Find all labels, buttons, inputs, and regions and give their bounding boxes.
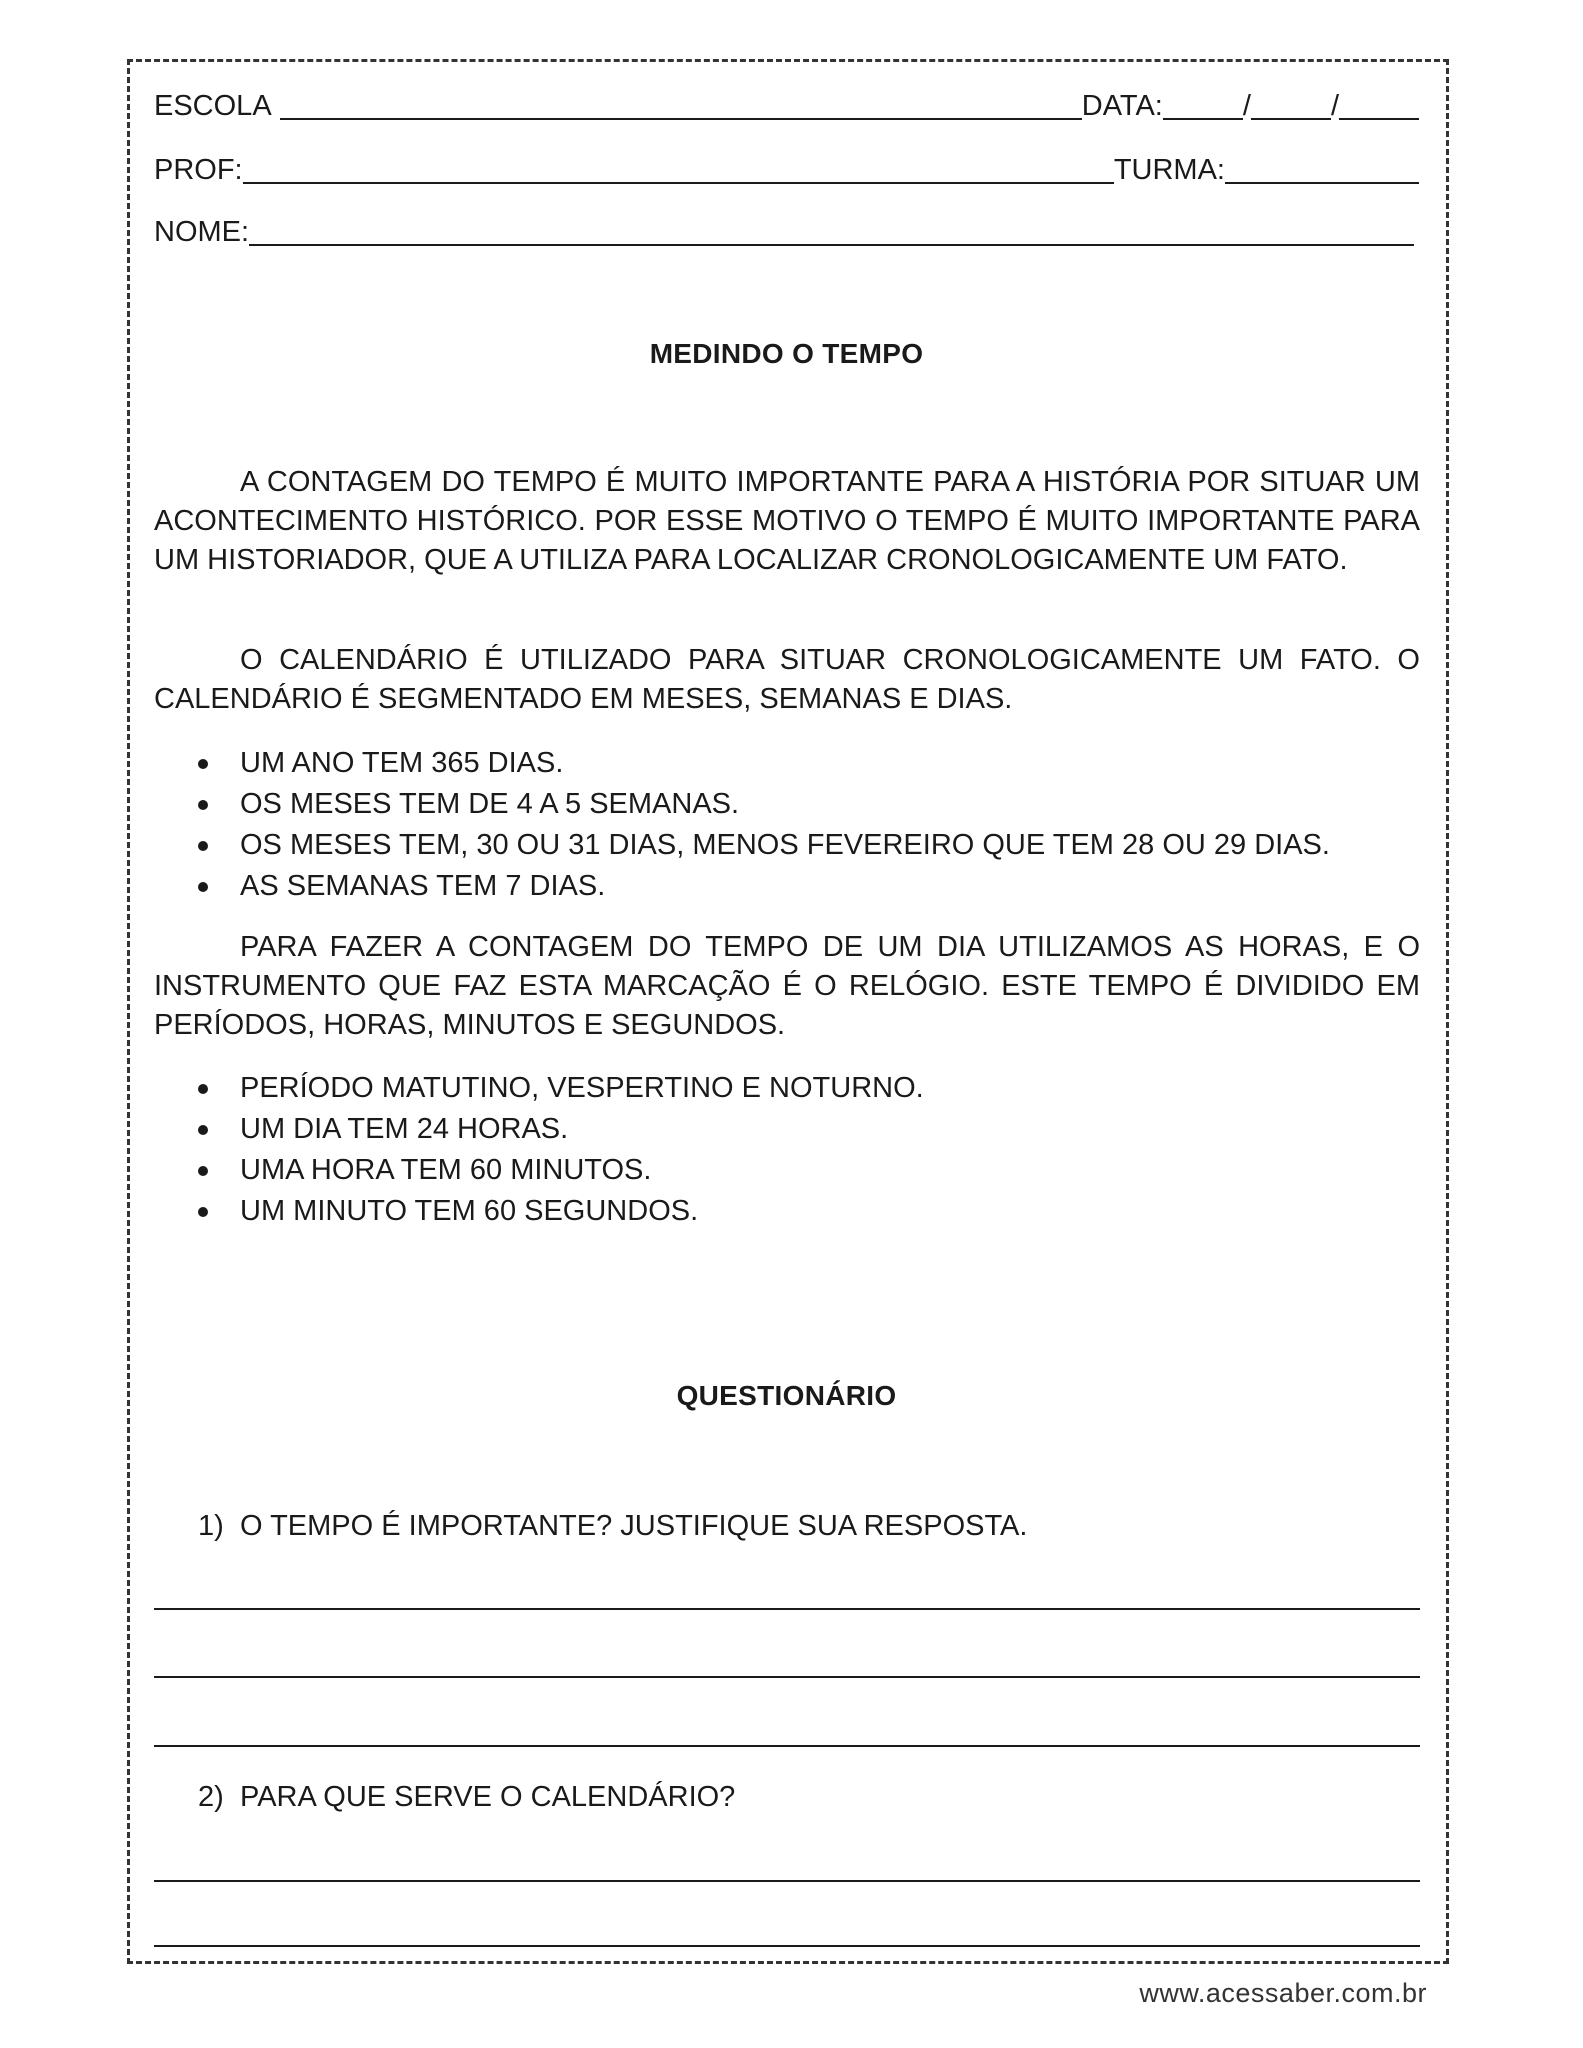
answer-line-q2-2[interactable] bbox=[154, 1945, 1420, 1947]
header-prof-row bbox=[154, 146, 1419, 186]
date-year-field[interactable] bbox=[1339, 88, 1419, 120]
question-text: O TEMPO É IMPORTANTE? JUSTIFIQUE SUA RESPOSTA. bbox=[240, 1510, 1028, 1542]
date-month-field[interactable] bbox=[1251, 88, 1331, 120]
questionnaire-title: QUESTIONÁRIO bbox=[676, 1380, 897, 1411]
header-nome-row bbox=[154, 208, 1414, 248]
list-item bbox=[154, 1150, 1420, 1191]
question-number: 2) bbox=[198, 1781, 224, 1813]
bullet-icon bbox=[198, 882, 208, 892]
list-item bbox=[154, 1068, 1420, 1109]
question-1 bbox=[198, 1508, 1027, 1544]
bullet-icon bbox=[198, 1207, 208, 1217]
list-item bbox=[154, 825, 1420, 866]
time-facts-list bbox=[154, 1068, 1420, 1232]
list-item-text: AS SEMANAS TEM 7 DIAS. bbox=[240, 870, 606, 902]
question-text: PARA QUE SERVE O CALENDÁRIO? bbox=[240, 1781, 736, 1813]
escola-field[interactable] bbox=[280, 88, 1082, 120]
date-separator: / bbox=[1242, 90, 1251, 122]
date-separator: / bbox=[1330, 90, 1339, 122]
page-title: MEDINDO O TEMPO bbox=[649, 338, 924, 369]
bullet-icon bbox=[198, 800, 208, 810]
bullet-icon bbox=[198, 759, 208, 769]
bullet-icon bbox=[198, 1166, 208, 1176]
answer-line-q1-3[interactable] bbox=[154, 1745, 1420, 1747]
list-item-text: UMA HORA TEM 60 MINUTOS. bbox=[240, 1154, 652, 1186]
list-item bbox=[154, 1191, 1420, 1232]
question-number: 1) bbox=[198, 1510, 224, 1542]
clock-paragraph: PARA FAZER A CONTAGEM DO TEMPO DE UM DIA UTILIZAMOS AS HORAS, E O INSTRUMENTO QUE FAZ ESTA MARCAÇÃO É O RELÓGIO. ESTE TEMPO É DIVIDIDO EM PERÍODOS, HORAS, MINUTOS E SEGUNDOS. bbox=[154, 931, 1420, 1041]
list-item-text: OS MESES TEM DE 4 A 5 SEMANAS. bbox=[240, 788, 740, 820]
question-2 bbox=[198, 1779, 735, 1815]
header-escola-row bbox=[154, 82, 1419, 122]
list-item-text: UM MINUTO TEM 60 SEGUNDOS. bbox=[240, 1195, 699, 1227]
data-label: DATA: bbox=[1081, 90, 1163, 122]
turma-label: TURMA: bbox=[1113, 154, 1225, 186]
intro-paragraph: A CONTAGEM DO TEMPO É MUITO IMPORTANTE PARA A HISTÓRIA POR SITUAR UM ACONTECIMENTO HISTÓRICO. POR ESSE MOTIVO O TEMPO É MUITO IMPORTANTE PARA UM HISTORIADOR, QUE A UTILIZA PARA LOCALIZAR CRONOLOGICAMENTE UM FATO. bbox=[154, 466, 1420, 576]
list-item bbox=[154, 1109, 1420, 1150]
nome-label: NOME: bbox=[154, 216, 250, 248]
answer-line-q1-1[interactable] bbox=[154, 1608, 1420, 1610]
nome-field[interactable] bbox=[249, 214, 1414, 246]
list-item bbox=[154, 784, 1420, 825]
bullet-icon bbox=[198, 1084, 208, 1094]
turma-field[interactable] bbox=[1225, 152, 1419, 184]
calendar-paragraph: O CALENDÁRIO É UTILIZADO PARA SITUAR CRONOLOGICAMENTE UM FATO. O CALENDÁRIO É SEGMENTADO EM MESES, SEMANAS E DIAS. bbox=[154, 644, 1420, 715]
list-item-text: UM DIA TEM 24 HORAS. bbox=[240, 1113, 569, 1145]
answer-line-q1-2[interactable] bbox=[154, 1676, 1420, 1678]
date-day-field[interactable] bbox=[1163, 88, 1243, 120]
list-item bbox=[154, 866, 1420, 907]
list-item-text: PERÍODO MATUTINO, VESPERTINO E NOTURNO. bbox=[240, 1072, 924, 1104]
list-item-text: OS MESES TEM, 30 OU 31 DIAS, MENOS FEVEREIRO QUE TEM 28 OU 29 DIAS. bbox=[240, 829, 1330, 861]
escola-label: ESCOLA bbox=[154, 90, 272, 122]
prof-field[interactable] bbox=[243, 152, 1114, 184]
answer-line-q2-1[interactable] bbox=[154, 1880, 1420, 1882]
prof-label: PROF: bbox=[154, 154, 243, 186]
bullet-icon bbox=[198, 1125, 208, 1135]
bullet-icon bbox=[198, 841, 208, 851]
calendar-facts-list bbox=[154, 743, 1420, 907]
list-item bbox=[154, 743, 1420, 784]
list-item-text: UM ANO TEM 365 DIAS. bbox=[240, 747, 564, 779]
footer-website: www.acessaber.com.br bbox=[1139, 1978, 1427, 2008]
